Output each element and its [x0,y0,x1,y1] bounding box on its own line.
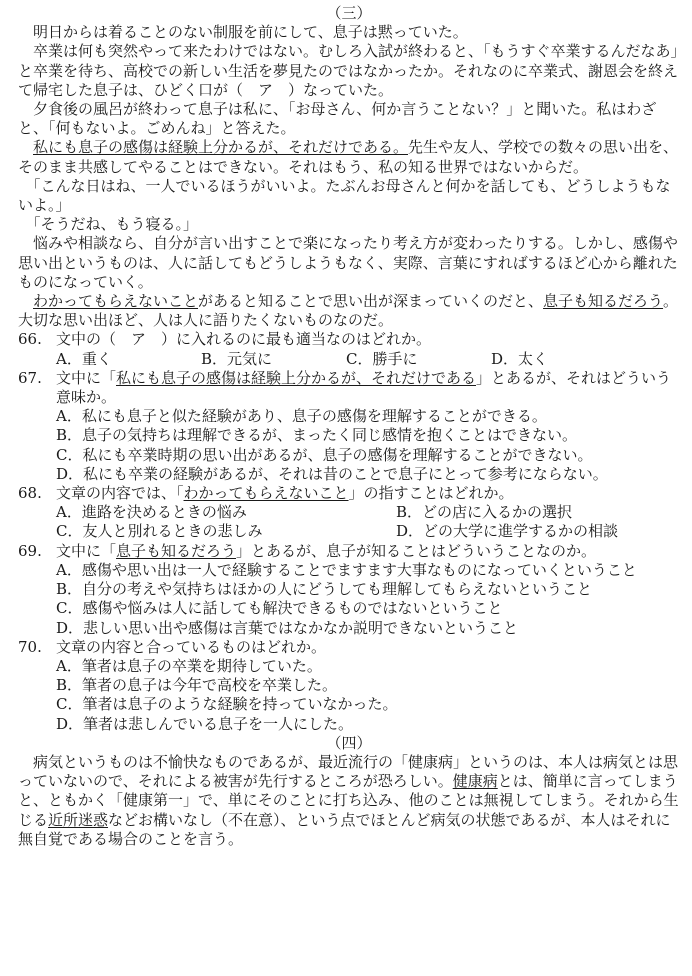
passage-paragraph: わかってもらえないことがあると知ることで思い出が深まっていくのだと、息子も知るだろう。大切な思い出ほど、人は人に語りたくないものなのだ。 [18,292,679,330]
answer-option[interactable]: D．どの大学に進学するかの相談 [396,522,619,541]
question-68 [18,484,680,542]
answer-option[interactable]: C．勝手に [346,349,418,368]
section-4 [18,734,680,849]
answer-option[interactable]: A． 感傷や思い出は一人で経験することでますます大事なものになっていくということ [56,560,637,579]
question-66 [18,330,680,368]
answer-option[interactable]: D． 筆者は悲しんでいる息子を一人にした。 [56,714,354,733]
passage-paragraph: 病気というものは不愉快なものであるが、最近流行の「健康病」というのは、本人は病気とは思っていないので、それによる被害が先行するところが恐ろしい。健康病とは、簡単に言ってしまうと、ともかく「健康第一」で、単にそのことに打ち込み、他のことは無視してしまう。それから生じる近所迷惑などお構いなし（不在意）、という点でほとんど病気の状態であるが、本人はそれに無自覚である場合のことを言う。 [18,752,679,848]
question-number: 67. [18,368,42,387]
answer-option[interactable]: B． 自分の考えや気持ちはほかの人にどうしても理解してもらえないということ [56,580,593,599]
answer-option[interactable]: B． 筆者の息子は今年で高校を卒業した。 [56,676,338,695]
question-number: 70. [18,637,42,656]
question-67 [18,369,680,484]
answer-option[interactable]: A． 私にも息子と似た経験があり、息子の感傷を理解することができる。 [56,407,547,426]
quoted-phrase: 息子も知るだろう [116,541,237,560]
passage-paragraph: 卒業は何も突然やって来たわけではない。むしろ入試が終わると、「もうすぐ卒業するんだなあ」と卒業を待ち、高校での新しい生活を夢見たのではなかったか。それなのに卒業式、謝恩会を終えて帰宅した息子は、ひどく口が（ ア ）なっていた。 [18,42,679,99]
section-heading: （三） [326,4,372,22]
question-number: 68. [18,484,42,503]
answer-option[interactable]: D．太く [491,349,549,368]
answer-option[interactable]: C． 私にも卒業時期の思い出があるが、息子の感傷を理解することができない。 [56,445,593,464]
question-text: 文章の内容と合っているものはどれか。 [56,637,327,656]
passage-paragraph: 夕食後の風呂が終わって息子は私に、「お母さん、何か言うことない？」と聞いた。私はわざと、「何もないよ。ごめんね」と答えた。 [18,100,657,138]
section-3 [18,4,680,330]
passage-paragraph: 明日からは着ることのない制服を前にして、息子は黙っていた。 [33,23,468,42]
question-number: 66. [18,330,42,349]
underlined-phrase: 息子も知るだろう [543,292,664,311]
underlined-phrase: 私にも息子の感傷は経験上分かるが、それだけである。 [33,138,409,157]
answer-option[interactable]: A． 筆者は息子の卒業を期待していた。 [56,656,322,675]
answer-option[interactable]: C． 感傷や悩みは人に話しても解決できるものではないということ [56,599,503,618]
quoted-phrase: 私にも息子の感傷は経験上分かるが、それだけである [116,368,477,387]
question-text: 文中に「私にも息子の感傷は経験上分かるが、それだけである」とあるが、それはどういう意味か。 [56,368,672,407]
answer-option[interactable]: B．元気に [201,349,273,368]
underlined-phrase: 近所迷惑 [48,810,109,829]
answer-option[interactable]: B． 息子の気持ちは理解できるが、まったく同じ感情を抱くことはできない。 [56,426,578,445]
answer-option[interactable]: D． 悲しい思い出や感傷は言葉ではなかなか説明できないということ [56,618,519,637]
dialogue-line: 「こんな日はね、一人でいるほうがいいよ。たぶんお母さんと何かを話しても、どうしようもないよ。」 [18,176,671,215]
quoted-phrase: わかってもらえないこと [183,484,349,503]
dialogue-line: 「そうだね、もう寝る。」 [25,215,199,234]
answer-option[interactable]: B．どの店に入るかの選択 [396,503,573,522]
answer-option[interactable]: C．友人と別れるときの悲しみ [56,522,263,541]
section-heading: （四） [326,733,372,752]
underlined-phrase: わかってもらえないこと [33,292,199,311]
question-70 [18,638,680,734]
question-text: 文中に「息子も知るだろう」とあるが、息子が知ることはどういうことなのか。 [56,541,597,560]
question-text: 文章の内容では、「わかってもらえないこと」の指すことはどれか。 [56,484,514,503]
passage-paragraph: 悩みや相談なら、自分が言い出すことで楽になったり考え方が変わったりする。しかし、感傷や思い出というものは、人に話してもどうしようもなく、実際、言葉にすればするほど心から離れたものになっていく。 [18,234,678,291]
answer-option[interactable]: D． 私にも卒業の経験があるが、それは昔のことで息子にとって参考にならない。 [56,464,608,483]
question-69 [18,542,680,638]
answer-option[interactable]: C． 筆者は息子のような経験を持っていなかった。 [56,695,398,714]
underlined-phrase: 健康病 [452,772,498,791]
passage-paragraph: 私にも息子の感傷は経験上分かるが、それだけである。先生や友人、学校での数々の思い出を、そのまま共感してやることはできない。それはもう、私の知る世界ではないからだ。 [18,138,679,176]
question-text: 文中の（ ア ）に入れるのに最も適当なのはどれか。 [56,330,432,349]
answer-option[interactable]: A．重く [56,349,112,368]
question-number: 69. [18,541,42,560]
answer-option[interactable]: A．進路を決めるときの悩み [56,503,247,522]
